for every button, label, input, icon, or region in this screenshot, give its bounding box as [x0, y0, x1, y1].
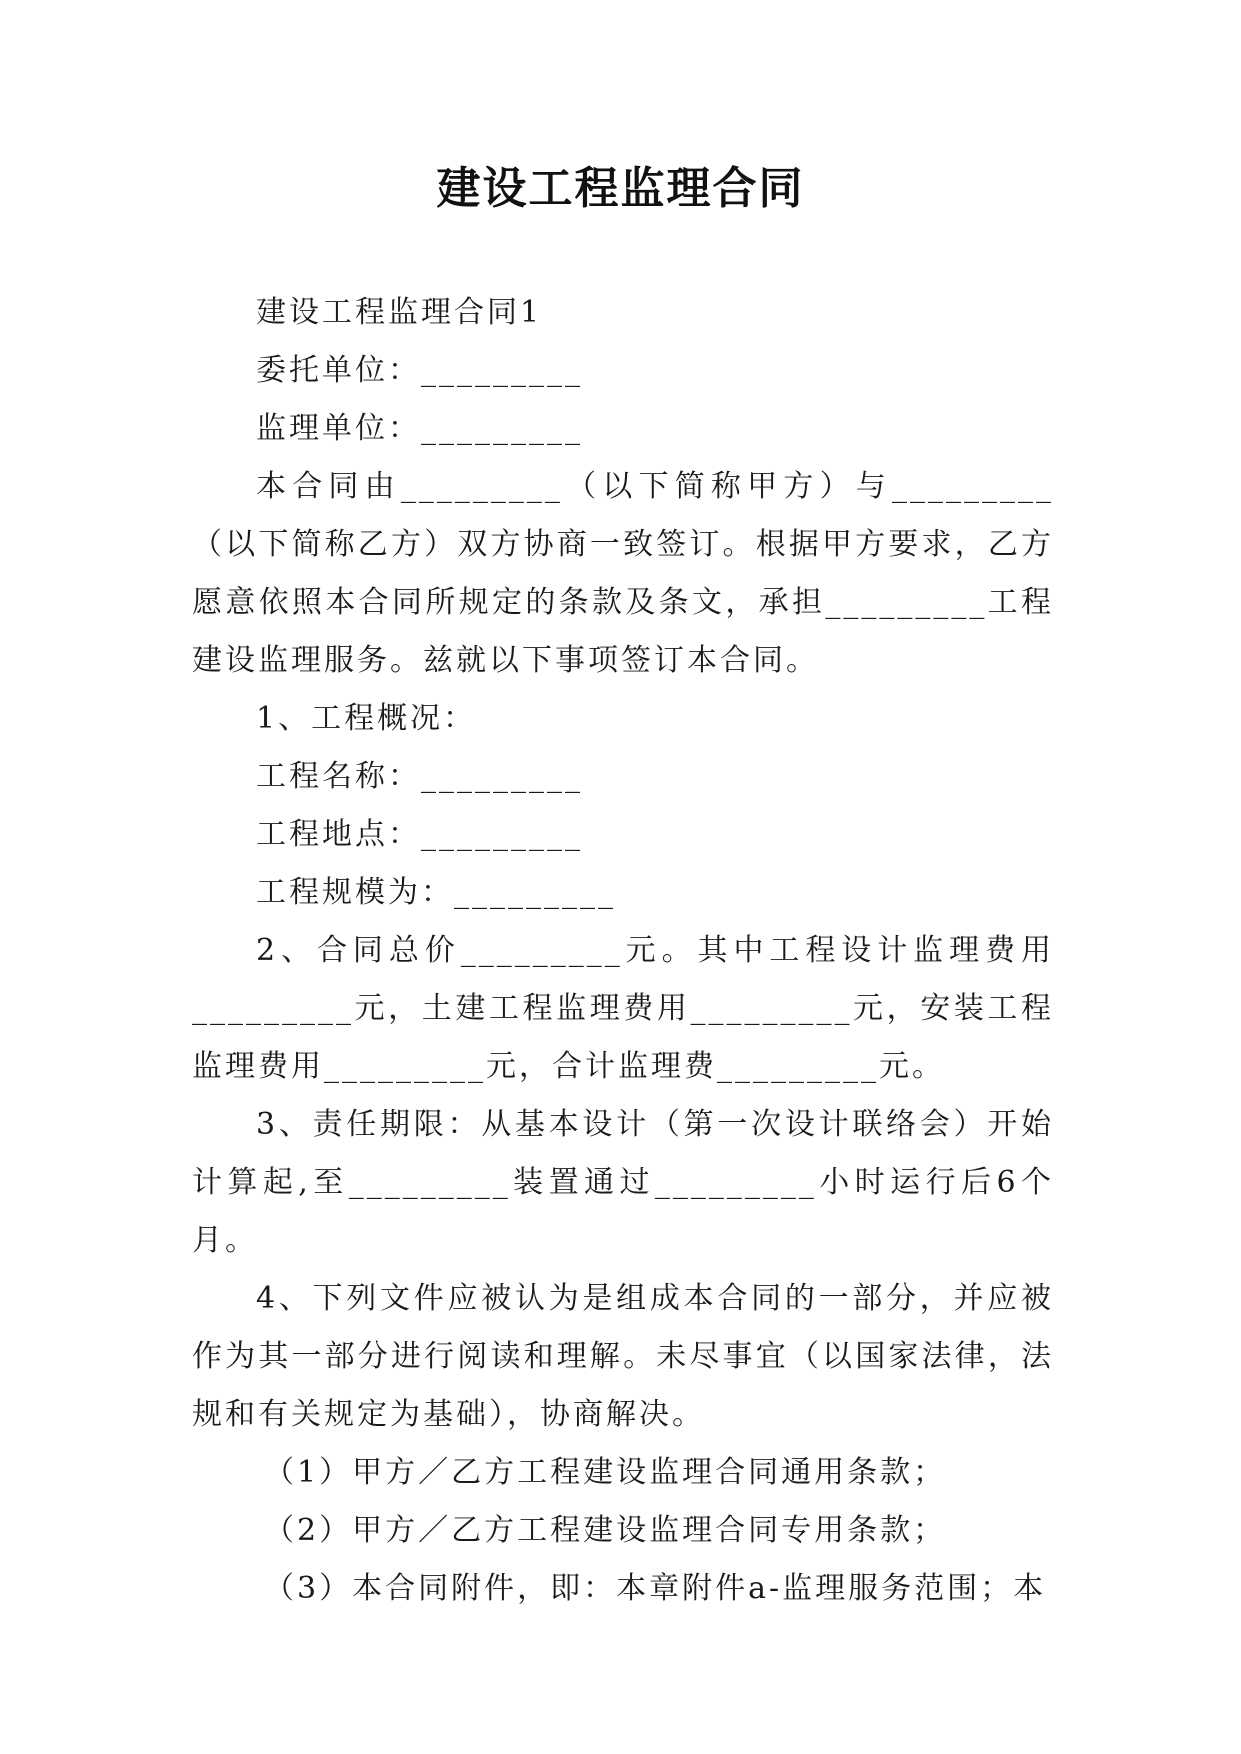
client-unit-field: 委托单位：_________	[256, 353, 583, 388]
contract-heading: 建设工程监理合同1	[256, 295, 543, 330]
list-item: （2）甲方／乙方工程建设监理合同专用条款；	[264, 1513, 947, 1548]
project-scale-field: 工程规模为：_________	[256, 875, 616, 910]
list-item: （1）甲方／乙方工程建设监理合同通用条款；	[264, 1455, 947, 1490]
section-4-documents-paragraph: 4、下列文件应被认为是组成本合同的一部分，并应被作为其一部分进行阅读和理解。未尽事宜（以国家法律，法规和有关规定为基础），协商解决。	[192, 1281, 1054, 1432]
document-title: 建设工程监理合同	[436, 163, 805, 214]
section-2-price-paragraph: 2、合同总价_________元。其中工程设计监理费用_________元，土建工程监理费用_________元，安装工程监理费用_________元，合计监理费_________元。	[192, 933, 1054, 1084]
document-body	[192, 284, 1054, 1618]
section-3-term-paragraph: 3、责任期限：从基本设计（第一次设计联络会）开始计算起,至_________装置通过_________小时运行后6个月。	[192, 1107, 1054, 1258]
list-item: （3）本合同附件，即：本章附件a-监理服务范围；本	[264, 1571, 1047, 1606]
preamble-paragraph: 本合同由_________（以下简称甲方）与_________（以下简称乙方）双方协商一致签订。根据甲方要求，乙方愿意依照本合同所规定的条款及条文，承担_________工程建设监理服务。兹就以下事项签订本合同。	[192, 469, 1054, 678]
project-location-field: 工程地点：_________	[256, 817, 583, 852]
project-name-field: 工程名称：_________	[256, 759, 583, 794]
section-1-heading: 1、工程概况：	[256, 701, 477, 736]
supervisor-unit-field: 监理单位：_________	[256, 411, 583, 446]
